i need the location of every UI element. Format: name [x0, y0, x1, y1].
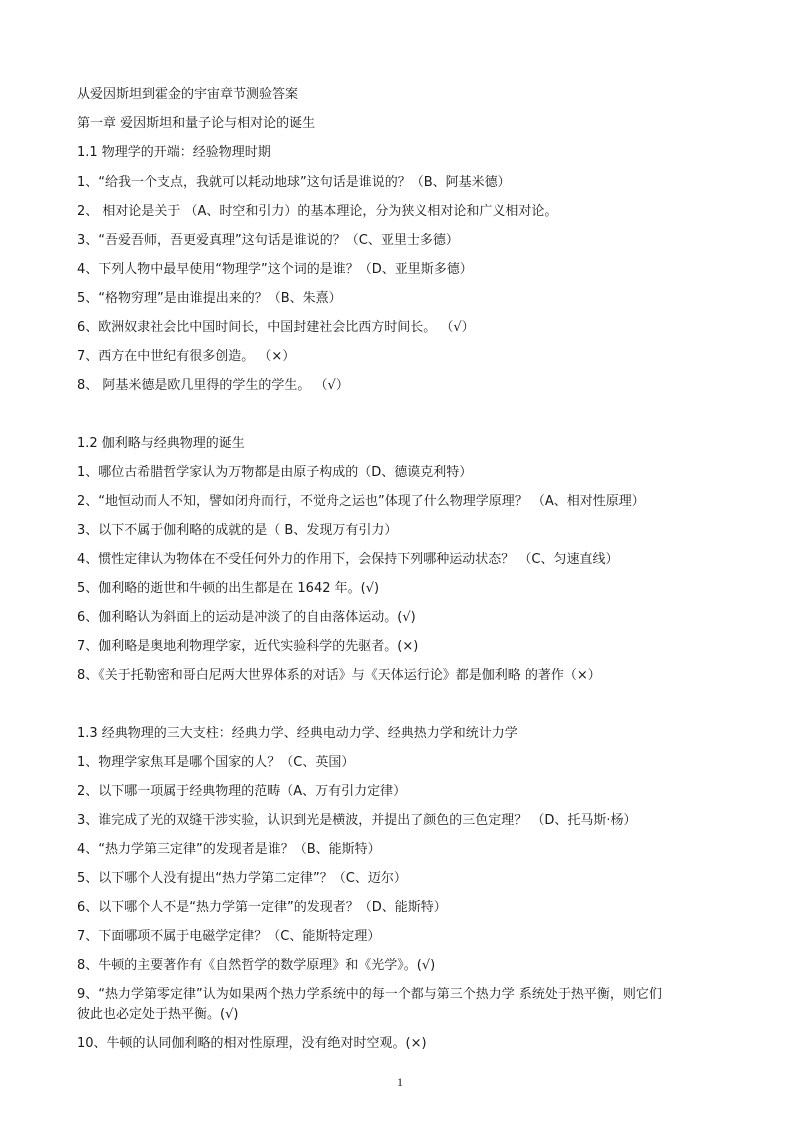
question-item: 3、以下不属于伽利略的成就的是（ B、发现万有引力） [77, 523, 398, 538]
question-item: 5、以下哪个人没有提出“热力学第二定律”？（C、迈尔） [77, 871, 407, 886]
question-item: 7、伽利略是奥地利物理学家，近代实验科学的先驱者。(×) [77, 639, 419, 654]
question-item: 10、牛顿的认同伽利略的相对性原理，没有绝对时空观。(×) [77, 1036, 427, 1051]
question-item: 2、 相对论是关于 （A、时空和引力）的基本理论，分为狭义相对论和广义相对论。 [77, 204, 558, 219]
section-heading-1-1: 1.1 物理学的开端：经验物理时期 [77, 145, 271, 160]
question-item: 3、谁完成了光的双缝干涉实验，认识到光是横波，并提出了颜色的三色定理？ （D、托马斯·杨） [77, 813, 637, 828]
question-item: 7、下面哪项不属于电磁学定律？（C、能斯特定理） [77, 929, 381, 944]
document-title: 从爱因斯坦到霍金的宇宙章节测验答案 [77, 87, 299, 102]
question-item: 4、惯性定律认为物体在不受任何外力的作用下，会保持下列哪种运动状态？ （C、匀速直线） [77, 552, 619, 567]
page-number: 1 [397, 1075, 403, 1089]
question-item: 5、伽利略的逝世和牛顿的出生都是在 1642 年。(√) [77, 581, 380, 596]
section-heading-1-3: 1.3 经典物理的三大支柱：经典力学、经典电动力学、经典热力学和统计力学 [77, 726, 518, 741]
question-item: 8、 阿基米德是欧几里得的学生的学生。 （√） [77, 378, 349, 393]
question-item: 4、下列人物中最早使用“物理学”这个词的是谁？（D、亚里斯多德） [77, 262, 473, 277]
question-item: 1、“给我一个支点，我就可以耗动地球”这句话是谁说的？（B、阿基米德） [77, 175, 511, 190]
question-item: 9、“热力学第零定律”认为如果两个热力学系统中的每一个都与第三个热力学 系统处于热平衡，则它们 [77, 987, 662, 1002]
question-item: 4、“热力学第三定律”的发现者是谁？（B、能斯特） [77, 842, 381, 857]
question-item: 1、物理学家焦耳是哪个国家的人？（C、英国） [77, 755, 355, 770]
question-item: 6、以下哪个人不是“热力学第一定律”的发现者？（D、能斯特） [77, 900, 447, 915]
question-item: 6、伽利略认为斜面上的运动是冲淡了的自由落体运动。(√) [77, 610, 416, 625]
question-item: 2、以下哪一项属于经典物理的范畴（A、万有引力定律） [77, 784, 407, 799]
question-item: 7、西方在中世纪有很多创造。 （×） [77, 349, 296, 364]
question-item: 3、“吾爱吾师，吾更爱真理”这句话是谁说的？（C、亚里士多德） [77, 233, 459, 248]
section-heading-1-2: 1.2 伽利略与经典物理的诞生 [77, 436, 245, 451]
question-item: 1、哪位古希腊哲学家认为万物都是由原子构成的（D、德谟克利特） [77, 465, 473, 480]
question-item: 8、《关于托勒密和哥白尼两大世界体系的对话》与《天体运行论》都是伽利略 的著作（×） [77, 668, 601, 683]
question-item: 2、“地恒动而人不知，譬如闭舟而行，不觉舟之运也”体现了什么物理学原理？ （A、相对性原理） [77, 494, 645, 509]
chapter-title: 第一章 爱因斯坦和量子论与相对论的诞生 [77, 116, 316, 131]
question-item: 5、“格物穷理”是由谁提出来的？（B、朱熹） [77, 291, 342, 306]
question-item-continuation: 彼此也必定处于热平衡。(√) [77, 1007, 239, 1022]
question-item: 6、欧洲奴隶社会比中国时间长，中国封建社会比西方时间长。 （√） [77, 320, 475, 335]
question-item: 8、牛顿的主要著作有《自然哲学的数学原理》和《光学》。(√) [77, 958, 436, 973]
